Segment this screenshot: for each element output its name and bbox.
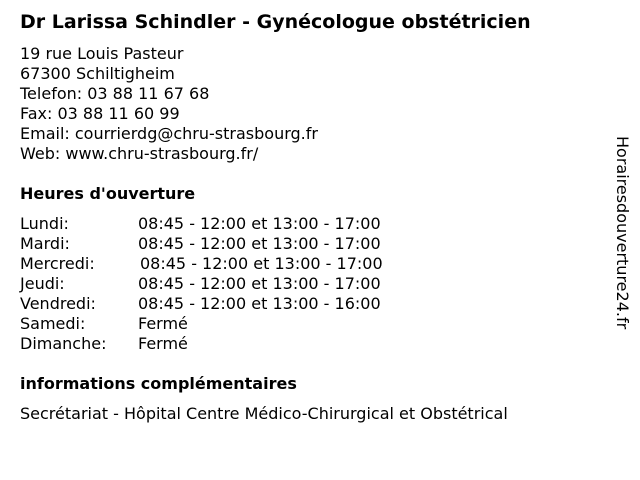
day-label: Dimanche:	[20, 334, 107, 353]
website: Web: www.chru-strasbourg.fr/	[20, 144, 259, 163]
time-value: 08:45 - 12:00 et 13:00 - 16:00	[138, 294, 381, 313]
day-label: Mercredi:	[20, 254, 95, 273]
time-value: 08:45 - 12:00 et 13:00 - 17:00	[138, 214, 381, 233]
hours-row-wednesday	[20, 254, 440, 274]
hours-row-tuesday	[20, 234, 440, 254]
phone-number: Telefon: 03 88 11 67 68	[20, 84, 210, 103]
page-title: Dr Larissa Schindler - Gynécologue obstétricien	[20, 11, 531, 33]
hours-row-monday	[20, 214, 440, 234]
additional-info-heading: informations complémentaires	[20, 374, 297, 393]
opening-hours-table	[20, 214, 440, 354]
day-label: Samedi:	[20, 314, 86, 333]
hours-row-saturday	[20, 314, 440, 334]
day-label: Lundi:	[20, 214, 69, 233]
hours-row-thursday	[20, 274, 440, 294]
day-label: Jeudi:	[20, 274, 65, 293]
hours-row-sunday	[20, 334, 440, 354]
contact-block	[20, 44, 318, 164]
email-address: Email: courrierdg@chru-strasbourg.fr	[20, 124, 318, 143]
fax-number: Fax: 03 88 11 60 99	[20, 104, 180, 123]
time-value: 08:45 - 12:00 et 13:00 - 17:00	[140, 254, 383, 273]
site-watermark: Horairesdouverture24.fr	[613, 136, 632, 330]
hours-row-friday	[20, 294, 440, 314]
time-value: 08:45 - 12:00 et 13:00 - 17:00	[138, 274, 381, 293]
address-street: 19 rue Louis Pasteur	[20, 44, 184, 63]
address-city: 67300 Schiltigheim	[20, 64, 175, 83]
additional-info-text: Secrétariat - Hôpital Centre Médico-Chirurgical et Obstétrical	[20, 404, 508, 423]
day-label: Vendredi:	[20, 294, 96, 313]
opening-hours-heading: Heures d'ouverture	[20, 184, 196, 203]
time-value: Fermé	[138, 334, 188, 353]
time-value: Fermé	[138, 314, 188, 333]
time-value: 08:45 - 12:00 et 13:00 - 17:00	[138, 234, 381, 253]
day-label: Mardi:	[20, 234, 70, 253]
